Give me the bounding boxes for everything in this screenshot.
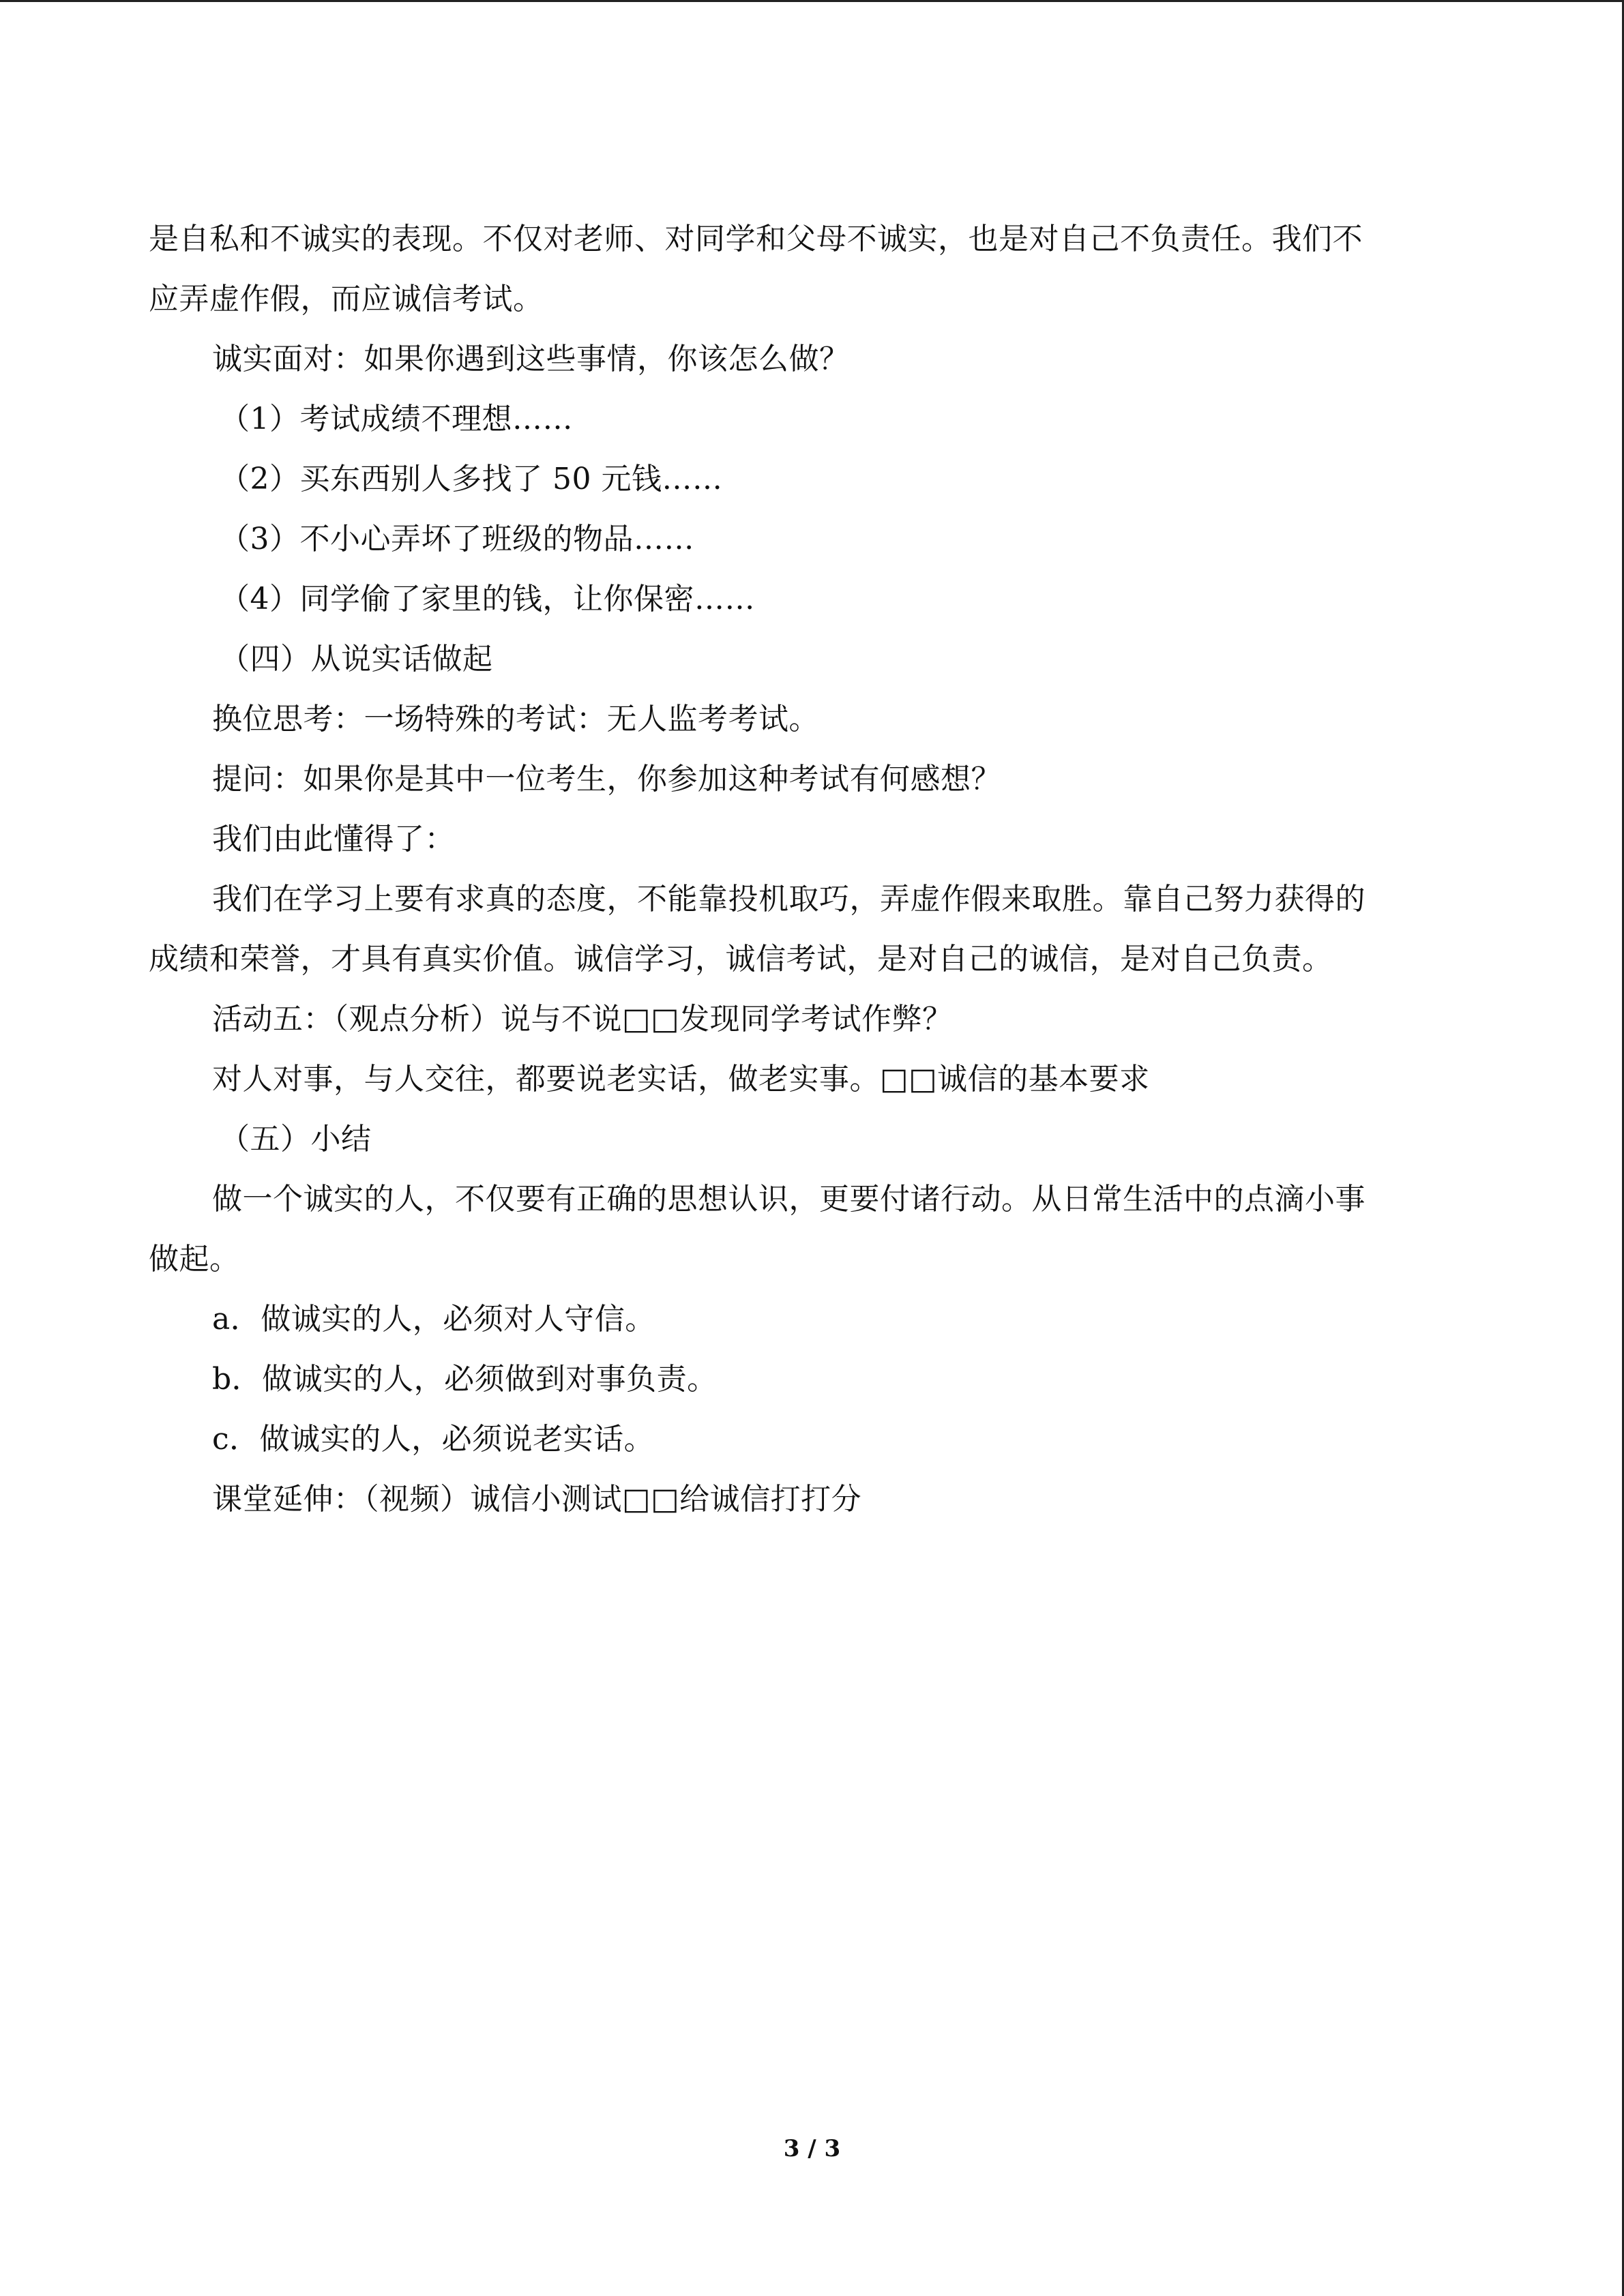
- paragraph-line-14: 活动五：（观点分析）说与不说□□发现同学考试作弊？: [212, 1002, 953, 1037]
- section-heading-4: （四）从说实话做起: [220, 642, 493, 676]
- summary-item-c: c．做诚实的人，必须说老实话。: [212, 1422, 655, 1457]
- paragraph-line-3: 诚实面对：如果你遇到这些事情，你该怎么做？: [212, 342, 850, 376]
- paragraph-line-13: 成绩和荣誉，才具有真实价值。诚信学习，诚信考试，是对自己的诚信，是对自己负责。: [149, 942, 1333, 976]
- paragraph-line-18: 做起。: [149, 1242, 240, 1277]
- paragraph-line-9: 换位思考：一场特殊的考试：无人监考考试。: [212, 702, 819, 736]
- paragraph-line-2: 应弄虚作假，而应诚信考试。: [149, 282, 544, 316]
- paragraph-line-10: 提问：如果你是其中一位考生，你参加这种考试有何感想？: [212, 762, 1001, 796]
- paragraph-line-22: 课堂延伸：（视频）诚信小测试□□给诚信打打分: [212, 1482, 862, 1517]
- list-item-4: （4）同学偷了家里的钱，让你保密……: [220, 582, 755, 616]
- summary-item-a: a．做诚实的人，必须对人守信。: [212, 1302, 655, 1337]
- paragraph-line-11: 我们由此懂得了：: [212, 822, 455, 856]
- page-number: 3 / 3: [783, 2135, 841, 2162]
- summary-item-b: b．做诚实的人，必须做到对事负责。: [212, 1362, 718, 1397]
- list-item-2: （2）买东西别人多找了 50 元钱……: [220, 462, 723, 496]
- paragraph-line-15: 对人对事，与人交往，都要说老实话，做老实事。□□诚信的基本要求: [212, 1062, 1150, 1097]
- paragraph-line-17: 做一个诚实的人，不仅要有正确的思想认识，更要付诸行动。从日常生活中的点滴小事: [212, 1182, 1365, 1217]
- document-body: [149, 209, 1458, 1530]
- section-heading-5: （五）小结: [220, 1122, 372, 1157]
- paragraph-line-12: 我们在学习上要有求真的态度，不能靠投机取巧，弄虚作假来取胜。靠自己努力获得的: [212, 882, 1365, 916]
- list-item-3: （3）不小心弄坏了班级的物品……: [220, 522, 694, 556]
- list-item-1: （1）考试成绩不理想……: [220, 402, 573, 436]
- paragraph-line-1: 是自私和不诚实的表现。不仅对老师、对同学和父母不诚实，也是对自己不负责任。我们不: [149, 222, 1363, 256]
